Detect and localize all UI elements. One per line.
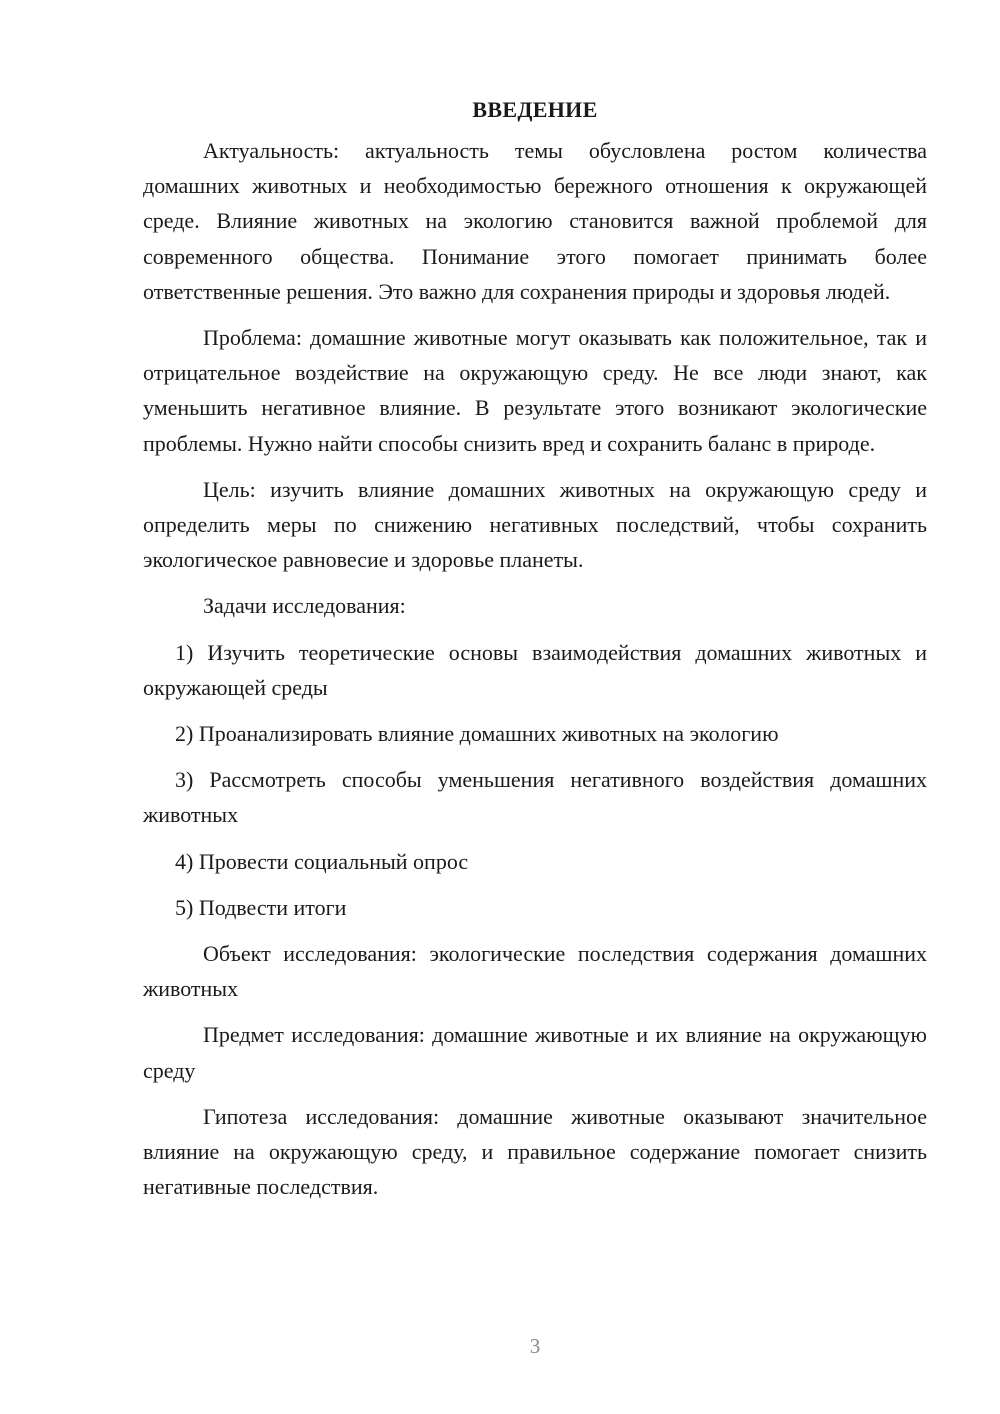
section-title: ВВЕДЕНИЕ (472, 97, 598, 122)
object-paragraph: Объект исследования: экологические последствия содержания домашних животных (143, 941, 927, 1002)
tasks-heading: Задачи исследования: (203, 593, 406, 619)
task-item: 2) Проанализировать влияние домашних животных на экологию (175, 721, 779, 747)
task-item: 1) Изучить теоретические основы взаимодействия домашних животных и окружающей среды (143, 639, 927, 700)
page-number: 3 (529, 1334, 541, 1358)
subject-paragraph: Предмет исследования: домашние животные и их влияние на окружающую среду (143, 1022, 927, 1083)
tasks-list (143, 635, 927, 925)
relevance-paragraph: Актуальность: актуальность темы обусловлена ростом количества домашних животных и необходимостью бережного отношения к окружающей среде. Влияние животных на экологию становится важной проблемой для современного общества. Понимание этого помогает принимать более ответственные решения. Это важно для сохранения природы и здоровья людей. (143, 138, 927, 304)
task-item: 5) Подвести итоги (175, 894, 347, 920)
page-content (143, 92, 927, 1215)
task-item: 4) Провести социальный опрос (175, 848, 469, 874)
task-item: 3) Рассмотреть способы уменьшения негативного воздействия домашних животных (143, 767, 927, 828)
hypothesis-paragraph: Гипотеза исследования: домашние животные оказывают значительное влияние на окружающую среду, и правильное содержание помогает снизить негативные последствия. (143, 1103, 927, 1200)
goal-paragraph: Цель: изучить влияние домашних животных на окружающую среду и определить меры по снижению негативных последствий, чтобы сохранить экологическое равновесие и здоровье планеты. (143, 476, 927, 573)
problem-paragraph: Проблема: домашние животные могут оказывать как положительное, так и отрицательное воздействие на окружающую среду. Не все люди знают, как уменьшить негативное влияние. В результате этого возникают экологические проблемы. Нужно найти способы снизить вред и сохранить баланс в природе. (143, 325, 927, 456)
